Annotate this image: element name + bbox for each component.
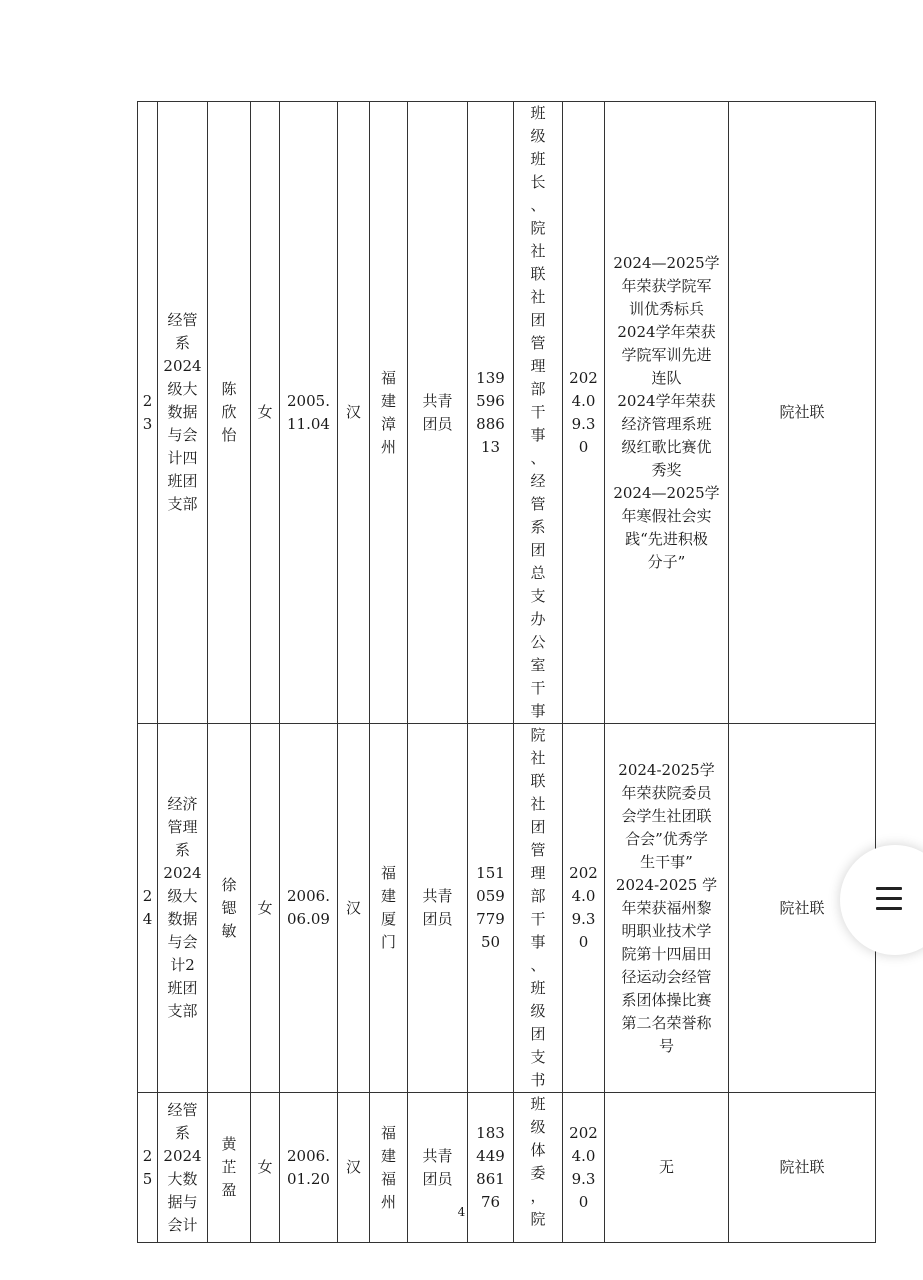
row-number: 2 5 [138,1093,158,1243]
position-held: 院 社 联 社 团 管 理 部 干 事 、 班 级 团 支 书 [514,724,563,1093]
student-name: 陈 欣 怡 [208,102,251,724]
page-number: 4 [457,1205,466,1219]
student-name: 徐 锶 敏 [208,724,251,1093]
join-date: 202 4.0 9.3 0 [563,724,605,1093]
awards: 2024—2025学 年荣获学院军 训优秀标兵 2024学年荣获 学院军训先进 连队 2024学年荣获 经济管理系班 级红歌比赛优 秀奖 2024—2025学 年寒假社会实 践“先进积极 分子” [605,102,729,724]
join-date: 202 4.0 9.3 0 [563,1093,605,1243]
table-row [138,724,876,1093]
phone-number: 139 596 886 13 [468,102,514,724]
hometown: 福 建 福 州 [370,1093,408,1243]
awards: 无 [605,1093,729,1243]
recommending-unit: 院社联 [729,1093,876,1243]
ethnicity: 汉 [338,102,370,724]
row-number: 2 4 [138,724,158,1093]
join-date: 202 4.0 9.3 0 [563,102,605,724]
birth-date: 2006. 06.09 [280,724,338,1093]
political-status: 共青 团员 [408,1093,468,1243]
birth-date: 2006. 01.20 [280,1093,338,1243]
table-row [138,1093,876,1243]
table-row [138,102,876,724]
row-number: 2 3 [138,102,158,724]
league-branch: 经管 系 2024 大数 据与 会计 [158,1093,208,1243]
phone-number: 151 059 779 50 [468,724,514,1093]
position-held: 班 级 体 委 ， 院 [514,1093,563,1243]
awards: 2024-2025学 年荣获院委员 会学生社团联 合会”优秀学 生干事” 2024-2025 学 年荣获福州黎 明职业技术学 院第十四届田 径运动会经管 系团体操比赛 第二名荣誉称 号 [605,724,729,1093]
birth-date: 2005. 11.04 [280,102,338,724]
phone-number: 183 449 861 76 [468,1093,514,1243]
recommending-unit: 院社联 [729,102,876,724]
hometown: 福 建 漳 州 [370,102,408,724]
gender: 女 [251,102,280,724]
political-status: 共青 团员 [408,102,468,724]
league-branch: 经济 管理 系 2024 级大 数据 与会 计2 班团 支部 [158,724,208,1093]
hometown: 福 建 厦 门 [370,724,408,1093]
gender: 女 [251,1093,280,1243]
league-branch: 经管 系 2024 级大 数据 与会 计四 班团 支部 [158,102,208,724]
ethnicity: 汉 [338,724,370,1093]
student-name: 黄 芷 盈 [208,1093,251,1243]
gender: 女 [251,724,280,1093]
ethnicity: 汉 [338,1093,370,1243]
recommending-unit: 院社联 [729,724,876,1093]
political-status: 共青 团员 [408,724,468,1093]
hamburger-menu-icon [876,887,902,911]
student-roster-table [137,101,876,1243]
position-held: 班 级 班 长 、 院 社 联 社 团 管 理 部 干 事 、 经 管 系 团 总 支 办 公 室 干 事 [514,102,563,724]
